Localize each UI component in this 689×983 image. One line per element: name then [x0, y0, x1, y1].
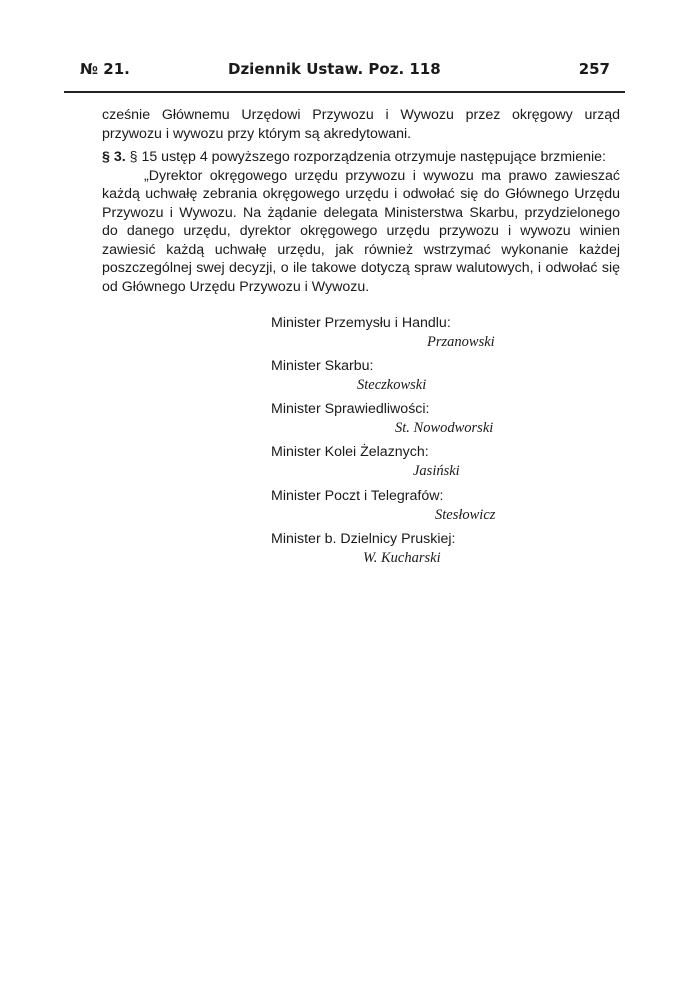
signature-block — [271, 400, 561, 438]
signature-name: St. Nowodworski — [395, 420, 494, 436]
quoted-paragraph: „Dyrektor okręgowego urzędu przywozu i wywozu ma prawo zawieszać każdą uchwałę zebrania okręgowego urzędu i odwołać się do Głównego Urzędu Przywozu i Wywozu. Na żądanie delegata Ministerstwa Skarbu, przydzielonego do danego urzędu, dyrektor okręgowego urzędu przywozu i wywozu winien zawiesić każdą uchwałę urzędu, jak również wstrzymać wykonanie każdej poszczególnej swej decyzji, o ile takowe dotyczą spraw walutowych, i odwołać się od Głównego Urzędu Przywozu i Wywozu. — [102, 167, 620, 295]
document-body — [60, 106, 620, 296]
signature-block — [271, 487, 561, 525]
signature-block — [271, 357, 561, 395]
journal-title: Dziennik Ustaw. Poz. 118 — [228, 60, 441, 78]
signature-name: Steczkowski — [357, 377, 427, 393]
signature-name: Jasiński — [413, 463, 460, 479]
continuation-paragraph: cześnie Głównemu Urzędowi Przywozu i Wywozu przez okręgowy urząd przywozu i wywozu przy którym są akredytowani. — [102, 107, 620, 142]
page-header — [80, 60, 610, 82]
section-text: § 15 ustęp 4 powyższego rozporządzenia otrzymuje następujące brzmienie: — [129, 149, 606, 165]
signature-name: Stesłowicz — [435, 507, 496, 523]
header-rule — [64, 91, 625, 93]
signature-role: Minister b. Dzielnicy Pruskiej: — [271, 531, 456, 547]
signature-block — [271, 443, 561, 481]
signature-role: Minister Sprawiedliwości: — [271, 401, 430, 417]
page-number: 257 — [578, 60, 610, 78]
signature-block — [271, 314, 561, 352]
signature-role: Minister Poczt i Telegrafów: — [271, 488, 444, 504]
signature-role: Minister Skarbu: — [271, 358, 374, 374]
signature-name: W. Kucharski — [363, 550, 441, 566]
section-paragraph — [60, 148, 620, 167]
signature-block — [271, 530, 561, 568]
section-label: § 3. — [102, 149, 126, 165]
issue-number: № 21. — [80, 60, 130, 78]
signature-role: Minister Przemysłu i Handlu: — [271, 315, 451, 331]
signature-name: Przanowski — [427, 334, 495, 350]
signature-role: Minister Kolei Żelaznych: — [271, 444, 429, 460]
